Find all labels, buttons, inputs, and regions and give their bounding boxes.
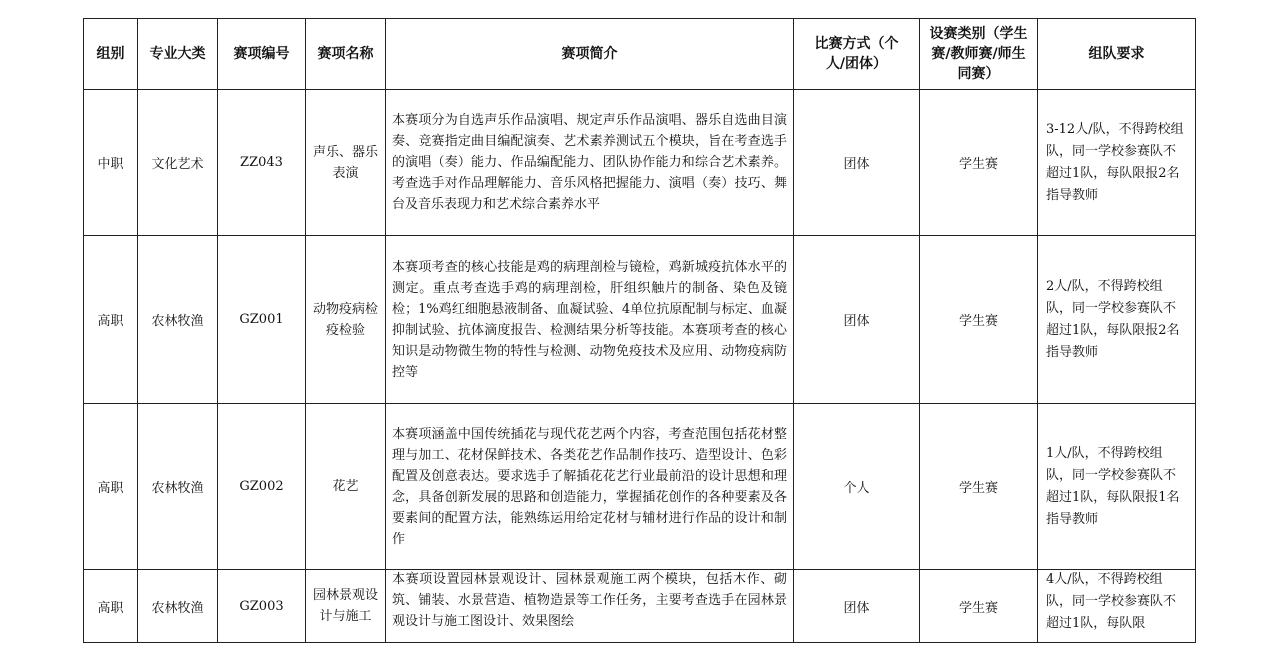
cell-intro: 本赛项考查的核心技能是鸡的病理剖检与镜检，鸡新城疫抗体水平的测定。重点考查选手鸡的病理剖检，肝组织触片的制备、染色及镜检；1%鸡红细胞悬液制备、血凝试验、4单位抗原配制与标定、血凝抑制试验、抗体滴度报告、检测结果分析等技能。本赛项考查的核心知识是动物微生物的特性与检测、动物免疫技术及应用、动物疫病防控等 <box>386 236 794 404</box>
cell-category: 农林牧渔 <box>138 236 218 404</box>
cell-code: GZ001 <box>218 236 306 404</box>
header-type: 设赛类别（学生赛/教师赛/师生同赛） <box>920 19 1038 90</box>
cell-name <box>306 570 386 643</box>
cell-team <box>1038 570 1196 643</box>
cell-team: 3-12人/队，不得跨校组队，同一学校参赛队不超过1队，每队限报2名指导教师 <box>1038 90 1196 236</box>
table-row <box>84 404 1196 570</box>
cell-type: 学生赛 <box>920 90 1038 236</box>
cell-mode: 团体 <box>794 236 920 404</box>
cell-code: GZ002 <box>218 404 306 570</box>
table-row <box>84 90 1196 236</box>
cell-intro: 本赛项涵盖中国传统插花与现代花艺两个内容，考查范围包括花材整理与加工、花材保鲜技术、各类花艺作品制作技巧、造型设计、色彩配置及创意表达。要求选手了解插花花艺行业最前沿的设计思想和理念，具备创新发展的思路和创造能力，掌握插花创作的各种要素及各要素间的配置方法，能熟练运用给定花材与辅材进行作品的设计和制作 <box>386 404 794 570</box>
cell-mode: 团体 <box>794 570 920 643</box>
cell-team: 2人/队，不得跨校组队，同一学校参赛队不超过1队，每队限报2名指导教师 <box>1038 236 1196 404</box>
cell-code: ZZ043 <box>218 90 306 236</box>
header-name: 赛项名称 <box>306 19 386 90</box>
cell-name: 花艺 <box>306 404 386 570</box>
header-row <box>84 19 1196 90</box>
cell-team-text: 4人/队，不得跨校组队，同一学校参赛队不超过1队，每队限 <box>1046 571 1177 631</box>
cell-mode: 个人 <box>794 404 920 570</box>
header-intro: 赛项简介 <box>386 19 794 90</box>
cell-level: 高职 <box>84 570 138 643</box>
table-row <box>84 570 1196 643</box>
header-mode: 比赛方式（个人/团体） <box>794 19 920 90</box>
cell-type: 学生赛 <box>920 404 1038 570</box>
cell-name: 动物疫病检疫检验 <box>306 236 386 404</box>
cell-team: 1人/队，不得跨校组队，同一学校参赛队不超过1队，每队限报1名指导教师 <box>1038 404 1196 570</box>
cell-category: 农林牧渔 <box>138 404 218 570</box>
header-code: 赛项编号 <box>218 19 306 90</box>
cell-name-text: 园林景观设计与施工 <box>312 588 378 624</box>
cell-intro: 本赛项分为自选声乐作品演唱、规定声乐作品演唱、器乐自选曲目演奏、竞赛指定曲目编配演奏、艺术素养测试五个模块，旨在考查选手的演唱（奏）能力、作品编配能力、团队协作能力和综合艺术素养。考查选手对作品理解能力、音乐风格把握能力、演唱（奏）技巧、舞台及音乐表现力和艺术综合素养水平 <box>386 90 794 236</box>
cell-type: 学生赛 <box>920 570 1038 643</box>
cell-category: 文化艺术 <box>138 90 218 236</box>
cell-code: GZ003 <box>218 570 306 643</box>
header-level: 组别 <box>84 19 138 90</box>
cell-level: 中职 <box>84 90 138 236</box>
table-row <box>84 236 1196 404</box>
cell-intro <box>386 570 794 643</box>
cell-type: 学生赛 <box>920 236 1038 404</box>
cell-category: 农林牧渔 <box>138 570 218 643</box>
header-category: 专业大类 <box>138 19 218 90</box>
cell-level: 高职 <box>84 404 138 570</box>
competition-table <box>83 18 1196 643</box>
cell-mode: 团体 <box>794 90 920 236</box>
cell-name: 声乐、器乐表演 <box>306 90 386 236</box>
cell-level: 高职 <box>84 236 138 404</box>
header-team: 组队要求 <box>1038 19 1196 90</box>
cell-intro-text: 本赛项设置园林景观设计、园林景观施工两个模块，包括木作、砌筑、铺装、水景营造、植物造景等工作任务，主要考查选手在园林景观设计与施工图设计、效果图绘 <box>392 571 787 629</box>
